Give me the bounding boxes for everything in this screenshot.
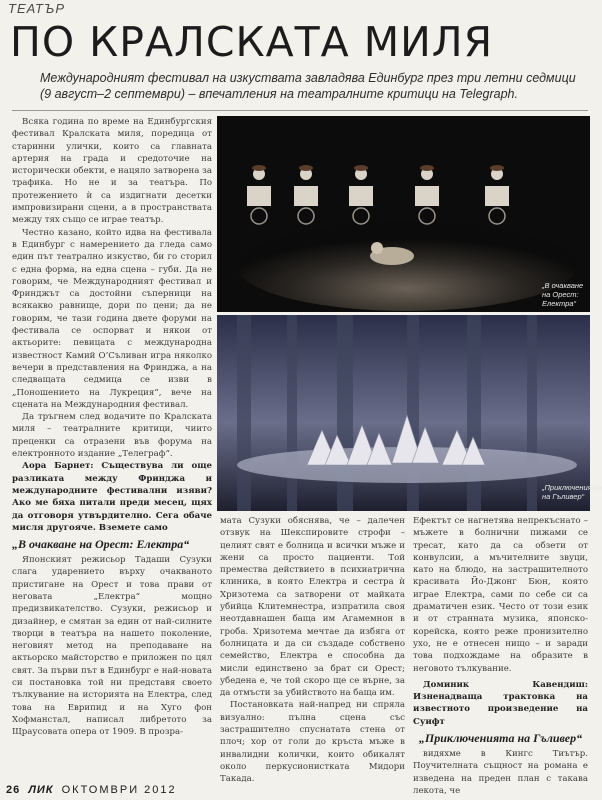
paragraph: видяхме в Кингс Тиътър. Поучителната същност на романа е изведена на преден план с такава лекота, че — [413, 749, 588, 796]
subheading-gulliver: „Приключенията на Гъливер“ — [418, 731, 583, 746]
article-headline: ПО КРАЛСКАТА МИЛЯ — [10, 18, 494, 66]
issue-month: ОКТОМВРИ 2012 — [61, 784, 177, 796]
photo-caption: „В очакване на Орест: Електра“ — [542, 281, 584, 308]
paragraph: Аора Барнет: Съществува ли още разликата между Фринджа и международните фестивални изяви? Ако ме бяха питали преди месец, щях да отговоря утвърдително. Сега обаче мисля другояче. Вземете само — [12, 461, 212, 533]
deck-source: Telegraph. — [459, 87, 518, 101]
divider — [12, 110, 588, 111]
deck-text: Международният фестивал на изкуствата завладява Единбург през три летни седмици (9 август–2 септември) – впечатления на театралните критици на — [40, 71, 576, 101]
paragraph: Японският режисьор Тадаши Сузуки слага ударението върху очакваното пристигане на Орест и това прави от неговата „Електра“ мощно предизвикателство. Сузуки, режисьор и дизайнер, е смятан за един от най-силните творци в театъра на нашето поколение, неговият метод на преподаване на актьорско майсторство е приложен по цял свят. За първи път в Единбург е най-новата си постановка той ни представя своето тълкувание на историята на Електра, след това на Еврипид и на Хуго фон Хофманстал, написал либретото за Щраусовата опера от 1909. В прозра- — [12, 555, 212, 738]
stage-electra-image — [217, 116, 590, 312]
byline: Доминик Кавендиш: Изненадваща трактовка на известното произведение на Суифт — [413, 679, 588, 727]
paragraph: мата Сузуки обяснява, че – далечен отзвук на Шекспировите строфи – целият свят е болница и всички мъже и жени са просто пациенти. Той премества действието в психиатрична клиника, в която Електра и сестра ѝ Хризотема са затворени от майката убийца Клитемнестра, изпратила своя неотдавнашен баща им Агамемнон в гроба. Хризотема мечтае да избяга от болницата и да си създаде собствено семейство, Електра е способна да мисли единствено за брат си Орест; убедена е, че той скоро ще се върне, за да отмъсти за убийството на баща им. — [220, 516, 405, 699]
paragraph: Ефектът се нагнетява непрекъснато – мъжете в болнични пижами се тресат, като да са обзети от конвулсии, а мъчителните звуци, като на блюдо, на застрашителното красивата Йо-Джонг Бюн, която играе Електра, сами по себе си са драматичен език. Често от този език и от странната музика, японско-корейска, която реже пронизително ухо, не е отнесен нищо – и заради това подхождаме на образите в неговото тълкувание. — [413, 516, 588, 674]
paragraph: Постановката най-напред ни спряла визуално: пълна сцена със застрашително спуснатата стена от плоч; хор от голи до кръста мъже в инвалидни колички, които обикалят около перкусионистката Мидори Такада. — [220, 700, 405, 785]
photo-gulliver — [217, 315, 602, 511]
column-right — [413, 515, 588, 797]
paragraph: Да тръгнем след водачите по Кралската миля – театралните критици, чиито преценки са отразени във форума на електронното издание „Телеграф“. — [12, 412, 212, 460]
magazine-name: ЛИК — [28, 784, 54, 796]
page-footer — [6, 784, 177, 796]
article-deck — [40, 70, 585, 102]
paragraph: Честно казано, който идва на фестивала в Единбург с намерението да гледа само един път театрално изкуство, би го сторил с една форма, на една сцена – губи. Да не говорим, че Международният фестивал и Фринджът са достойни съперници на всякакво равнище, дори по цени; да не говорим, че тази година двете форуми на фестивала се оспорват и някои от актьорите: певицата с международна известност Камий О’Съливан игра няколко вечери в представления на Фринджа, а на следващата седмица се изви в „Поношението на Лукреция“, вече на сцената на Международния фестивал. — [12, 227, 212, 410]
paragraph: Всяка година по време на Единбургския фестивал Кралската миля, поредица от старинни улички, които са главната артерия на града и средоточие на исторически обекти, е нацяло затворена за трафика. Но не и за театъра. По протежението ѝ са издигнати десетки импровизирани сцени, а в пространствата между тях също се играе театър. — [12, 117, 212, 226]
subheading-electra: „В очакване на Орест: Електра“ — [12, 537, 190, 552]
photo-caption: „Приключенията на Гъливер“ — [542, 483, 602, 501]
photo-electra — [217, 116, 590, 312]
section-label: ТЕАТЪР — [8, 1, 66, 16]
column-left — [12, 116, 212, 739]
stage-gulliver-image — [217, 315, 602, 511]
page-number: 26 — [6, 784, 21, 796]
column-middle — [220, 515, 405, 786]
